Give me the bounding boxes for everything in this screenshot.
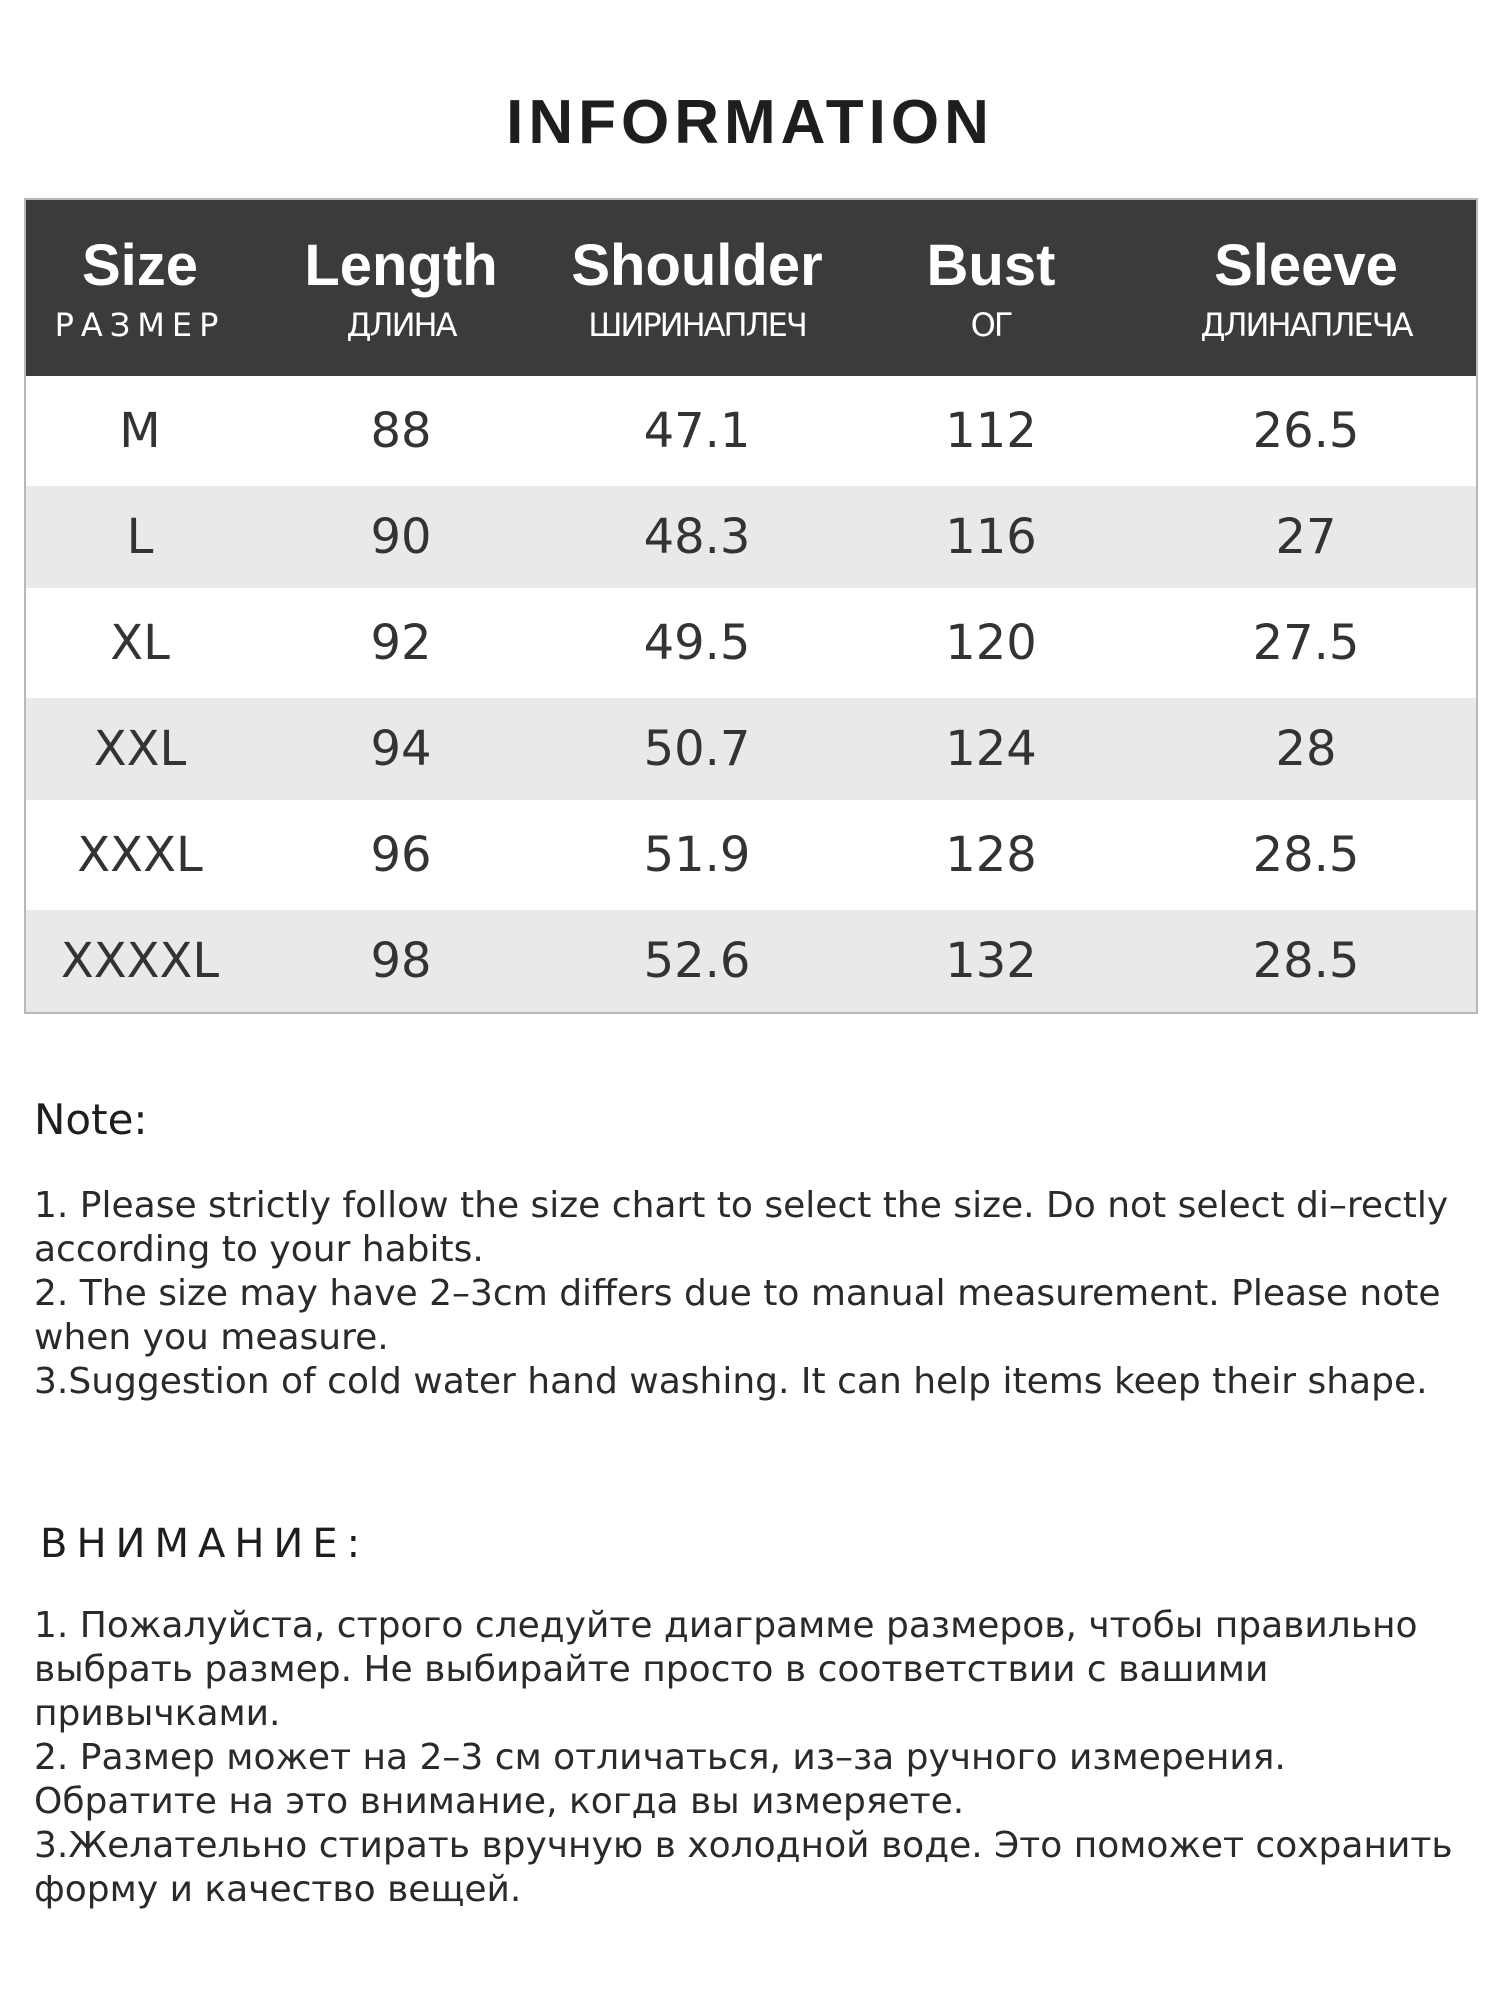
header-bust-ru: ОГ [970, 306, 1012, 344]
table-row [26, 376, 1476, 486]
cell-bust: 112 [945, 403, 1037, 459]
cell-bust: 116 [945, 509, 1037, 565]
cell-sleeve: 28.5 [1252, 933, 1360, 989]
note-ru-item: 3.Желательно стирать вручную в холодной воде. Это поможет сохранить форму и качество вещей. [34, 1825, 1453, 1910]
note-item: 2. The size may have 2–3cm differs due to manual measurement. Please note when you measure. [34, 1273, 1441, 1358]
cell-length: 94 [370, 721, 432, 777]
note-ru-list [34, 1604, 1474, 1912]
table-row [26, 486, 1476, 588]
header-sleeve-en: Sleeve [1214, 233, 1398, 298]
table-row [26, 698, 1476, 800]
cell-length: 92 [370, 615, 432, 671]
cell-sleeve: 28.5 [1252, 827, 1360, 883]
cell-bust: 132 [945, 933, 1037, 989]
header-length-ru: ДЛИНА [346, 306, 456, 344]
header-shoulder-ru: ШИРИНАПЛЕЧ [588, 306, 806, 344]
header-sleeve-ru: ДЛИНАПЛЕЧА [1200, 306, 1412, 344]
cell-length: 90 [370, 509, 432, 565]
cell-shoulder: 51.9 [643, 827, 751, 883]
cell-sleeve: 27.5 [1252, 615, 1360, 671]
cell-length: 88 [370, 403, 432, 459]
note-ru-item: 1. Пожалуйста, строго следуйте диаграмме размеров, чтобы правильно выбрать размер. Не выбирайте просто в соответствии с вашими привычками. [34, 1605, 1418, 1734]
cell-length: 98 [370, 933, 432, 989]
table-header [26, 200, 1476, 376]
cell-size: XXXXL [60, 933, 220, 989]
cell-size: XL [110, 615, 170, 671]
header-bust [846, 200, 1136, 376]
cell-size: XXL [93, 721, 187, 777]
cell-sleeve: 28 [1275, 721, 1337, 777]
cell-bust: 124 [945, 721, 1037, 777]
note-list [34, 1184, 1464, 1404]
table-row [26, 588, 1476, 698]
cell-shoulder: 49.5 [643, 615, 751, 671]
table-row [26, 910, 1476, 1012]
page-title: INFORMATION [506, 88, 994, 157]
cell-size: XXXL [77, 827, 203, 883]
header-shoulder [548, 200, 846, 376]
cell-sleeve: 27 [1275, 509, 1337, 565]
header-size-en: Size [81, 233, 199, 298]
cell-size: L [126, 509, 154, 565]
header-sleeve [1136, 200, 1476, 376]
cell-size: M [119, 403, 161, 459]
cell-shoulder: 52.6 [643, 933, 751, 989]
note-item: 3.Suggestion of cold water hand washing. It can help items keep their shape. [34, 1361, 1428, 1402]
note-item: 1. Please strictly follow the size chart to select the size. Do not select di–rectly according to your habits. [34, 1185, 1449, 1270]
header-shoulder-en: Shoulder [571, 233, 823, 298]
note-ru-item: 2. Размер может на 2–3 см отличаться, из–за ручного измерения. Обратите на это внимание, когда вы измеряете. [34, 1737, 1286, 1822]
cell-bust: 128 [945, 827, 1037, 883]
cell-shoulder: 47.1 [643, 403, 751, 459]
table-row [26, 800, 1476, 910]
cell-shoulder: 48.3 [643, 509, 751, 565]
header-bust-en: Bust [926, 233, 1056, 298]
cell-length: 96 [370, 827, 432, 883]
cell-sleeve: 26.5 [1252, 403, 1360, 459]
cell-shoulder: 50.7 [643, 721, 751, 777]
header-size [26, 200, 254, 376]
header-size-ru: РАЗМЕР [54, 306, 226, 344]
header-length [254, 200, 548, 376]
cell-bust: 120 [945, 615, 1037, 671]
note-heading: Note: [34, 1095, 148, 1144]
note-ru-heading: ВНИМАНИЕ: [40, 1521, 370, 1567]
size-chart-table [24, 198, 1478, 1014]
header-length-en: Length [304, 233, 498, 298]
